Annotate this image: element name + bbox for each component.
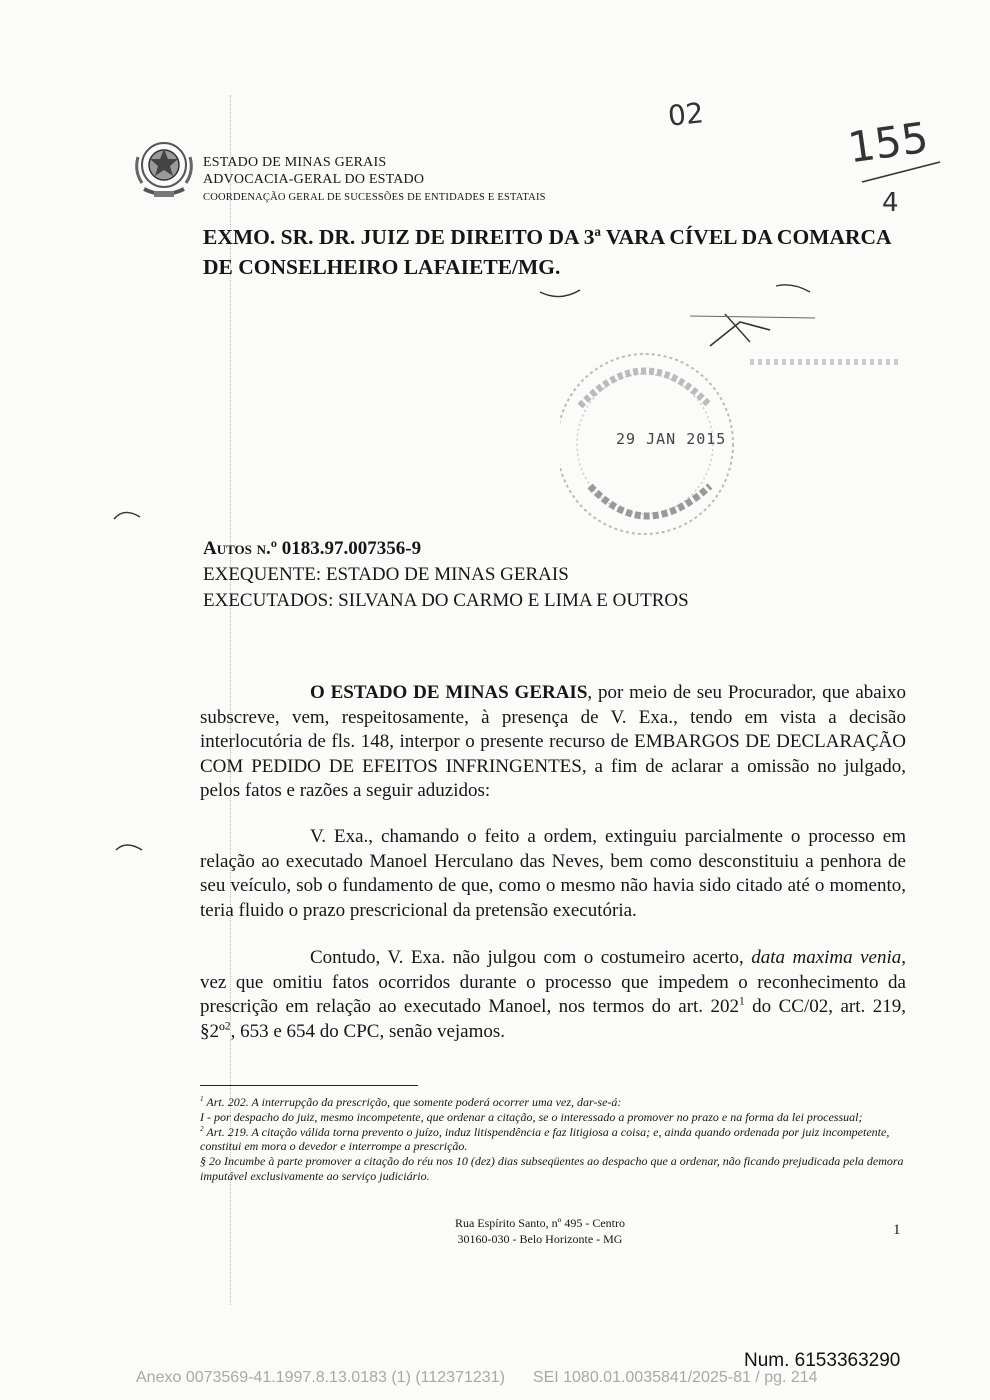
- paragraph-3-latin: data maxima venia: [751, 947, 902, 968]
- margin-mark-icon: [110, 505, 150, 525]
- paragraph-3: [200, 946, 906, 1044]
- page-number: 1: [893, 1222, 901, 1238]
- sei-reference: SEI 1080.01.0035841/2025-81 / pg. 214: [532, 1369, 818, 1386]
- header-coordination: COORDENAÇÃO GERAL DE SUCESSÕES DE ENTIDADES E ESTATAIS: [203, 192, 546, 203]
- paragraph-2: V. Exa., chamando o feito a ordem, extinguiu parcialmente o processo em relação ao executado Manoel Herculano das Neves, bem como desconstituiu a penhora de seu veículo, sob o fundamento de que, como o mesmo não havia sido citado até o momento, teria fluido o prazo prescricional da pretensão executória.: [200, 826, 906, 921]
- paragraph-1: [200, 681, 906, 804]
- protocol-stamp-icon: [560, 296, 920, 546]
- case-number: 0183.97.007356-9: [281, 538, 422, 559]
- handwritten-folio-number: 155: [844, 112, 932, 173]
- coat-of-arms-icon: [132, 135, 196, 201]
- paragraph-1-text: , por meio de seu Procurador, que abaixo subscreve, vem, respeitosamente, à presença de V. Exa., tendo em vista a decisão interlocutória de fls. 148, interpor o presente recurso de EMBARGOS DE DECLARAÇÃO COM PEDIDO DE EFEITOS INFRINGENTES, a fim de aclarar a omissão no julgado, pelos fatos e razões a seguir aduzidos:: [200, 682, 907, 801]
- annex-footer: [136, 1369, 896, 1387]
- footnotes: [200, 1095, 906, 1184]
- footnote-rule: [200, 1085, 418, 1086]
- case-executados: EXECUTADOS: SILVANA DO CARMO E LIMA E OUTROS: [203, 590, 689, 611]
- case-info: [203, 536, 689, 614]
- addressee: EXMO. SR. DR. JUIZ DE DIREITO DA 3ª VARA CÍVEL DA COMARCA DE CONSELHEIRO LAFAIETE/MG.: [203, 225, 891, 279]
- case-exequente: EXEQUENTE: ESTADO DE MINAS GERAIS: [203, 564, 569, 585]
- footnote-ref-2: 2: [224, 1020, 231, 1033]
- document-id: Num. 6153363290: [744, 1350, 901, 1371]
- header-state: ESTADO DE MINAS GERAIS: [203, 155, 387, 170]
- margin-mark-icon: [112, 838, 152, 858]
- paragraph-3-b: , vez que omitiu fatos ocorridos durante o processo que impedem o reconhecimento da prescrição em relação ao executado Manoel, nos termos do art. 202: [200, 947, 907, 1017]
- footnote-1-mark: 1: [200, 1095, 204, 1103]
- footer-address-city: 30160-030 - Belo Horizonte - MG: [457, 1232, 623, 1246]
- header-agency: ADVOCACIA-GERAL DO ESTADO: [203, 172, 425, 187]
- case-label: Autos n.º: [203, 538, 278, 559]
- footnote-2-mark: 2: [200, 1124, 204, 1133]
- handwritten-slash-icon: [858, 160, 948, 220]
- footnote-1-text: Art. 202. A interrupção da prescrição, que somente poderá ocorrer uma vez, dar-se-á:: [206, 1095, 622, 1109]
- footnote-1: [200, 1095, 906, 1110]
- annex-reference: Anexo 0073569-41.1997.8.13.0183 (1) (112371231): [136, 1369, 505, 1386]
- stamp-date: 29 JAN 2015: [616, 430, 727, 448]
- paragraph-3-c: do CC/02, art. 219, §2º: [200, 996, 906, 1042]
- footer-address-street: Rua Espírito Santo, nº 495 - Centro: [454, 1216, 626, 1230]
- footnote-2: [200, 1125, 906, 1155]
- party-name: O ESTADO DE MINAS GERAIS: [310, 682, 588, 703]
- case-number-line: [203, 536, 689, 562]
- footnote-2-text: Art. 219. A citação válida torna prevento o juízo, induz litispendência e faz litigiosa a coisa; e, ainda quando ordenada por juiz incompetente, constitui em mora o devedor e interrompe a prescrição.: [200, 1124, 890, 1154]
- handwritten-sheet-number: 02: [666, 96, 706, 133]
- handwritten-folio-sub: 4: [882, 188, 899, 218]
- paragraph-3-a: Contudo, V. Exa. não julgou com o costumeiro acerto,: [310, 947, 752, 968]
- paragraph-3-d: , 653 e 654 do CPC, senão vejamos.: [230, 1020, 506, 1042]
- footnote-ref-1: 1: [738, 995, 745, 1008]
- footnote-1-item: I - por despacho do juiz, mesmo incompetente, que ordenar a citação, se o interessado a promover no prazo e na forma da lei processual;: [200, 1109, 863, 1124]
- footnote-2-paragraph: § 2o Incumbe à parte promover a citação do réu nos 10 (dez) dias subseqüentes ao despacho que a ordenar, não ficando prejudicada pela demora imputável exclusivamente ao serviço judiciário.: [200, 1154, 904, 1183]
